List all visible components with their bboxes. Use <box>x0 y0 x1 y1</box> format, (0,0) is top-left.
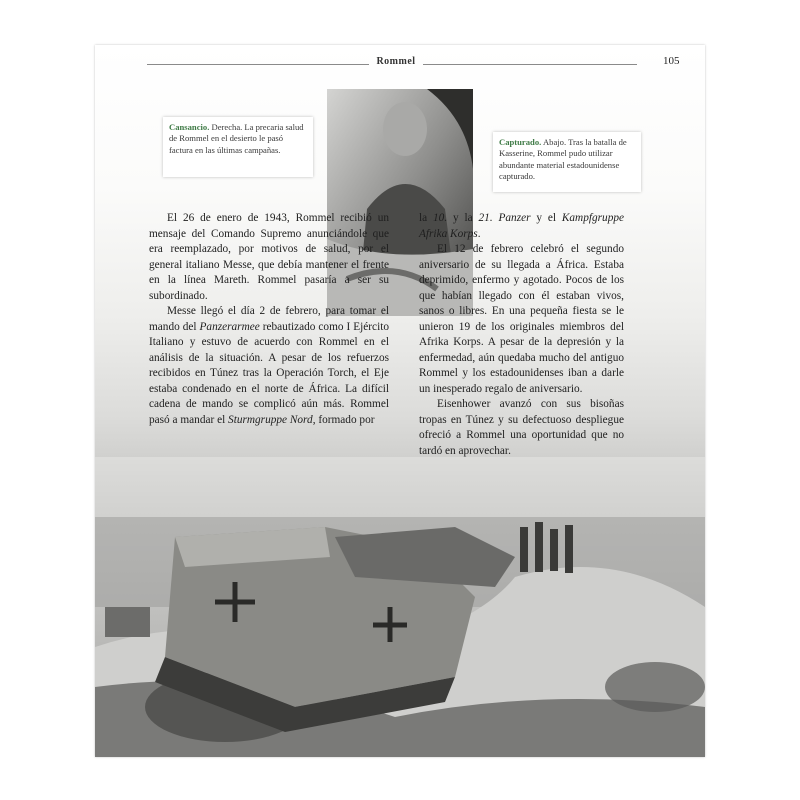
body-column-left <box>149 211 389 428</box>
paragraph: la 10. y la 21. Panzer y el Kampfgruppe Afrika Korps. <box>419 212 625 240</box>
paragraph: Eisenhower avanzó con sus bisoñas tropas en Túnez y su defectuoso despliegue ofreció a Rommel una oportunidad que no tardó en aprovechar. <box>419 398 624 457</box>
body-column-right <box>419 211 624 459</box>
caption-right <box>493 132 641 192</box>
caption-left <box>163 117 313 177</box>
caption-right-text: Abajo. Tras la batalla de Kasserine, Rommel pudo utilizar abundante material estadounidense capturado. <box>499 137 627 181</box>
page-number: 105 <box>663 55 680 67</box>
paragraph: Messe llegó el día 2 de febrero, para tomar el mando del Panzerarmee rebautizado como I Ejército Italiano y estuvo de acuerdo con Rommel en el análisis de la situación. A pesar de los refuerzos recibidos en Túnez tras la Operación Torch, el Eje estaba condenado en el norte de África. La difícil cadena de mando se complicó aún más. Rommel pasó a mandar el Sturmgruppe Nord, formado por <box>149 305 389 426</box>
halftrack-battlefield-photo <box>95 457 705 757</box>
running-header-title: Rommel <box>376 56 416 67</box>
paragraph: El 26 de enero de 1943, Rommel recibió un mensaje del Comando Supremo anunciándole que era reemplazado, por motivos de salud, por el general italiano Messe, que debía mantener el frente en la línea Mareth. Rommel pasaría a ser su subordinado. <box>149 212 389 302</box>
header-rule-right <box>423 64 637 65</box>
header-rule-left <box>147 64 369 65</box>
caption-left-lead: Cansancio. <box>169 122 210 132</box>
caption-right-lead: Capturado. <box>499 137 542 147</box>
book-page <box>95 45 705 757</box>
paragraph: El 12 de febrero celebró el segundo aniversario de su llegada a África. Estaba deprimido, enfermo y agotado. Pocos de los que habían llegado con él estaban vivos, sanos o libres. En una pequeña fiesta se le unieron 19 de los originales miembros del Afrika Korps. A pesar de la depresión y la enfermedad, aún quedaba mucho del antiguo Rommel y los estadounidenses iban a darle un inesperado regalo de aniversario. <box>419 243 624 395</box>
caption-left-text: Derecha. La precaria salud de Rommel en el desierto le pasó factura en las últimas campañas. <box>169 122 304 155</box>
